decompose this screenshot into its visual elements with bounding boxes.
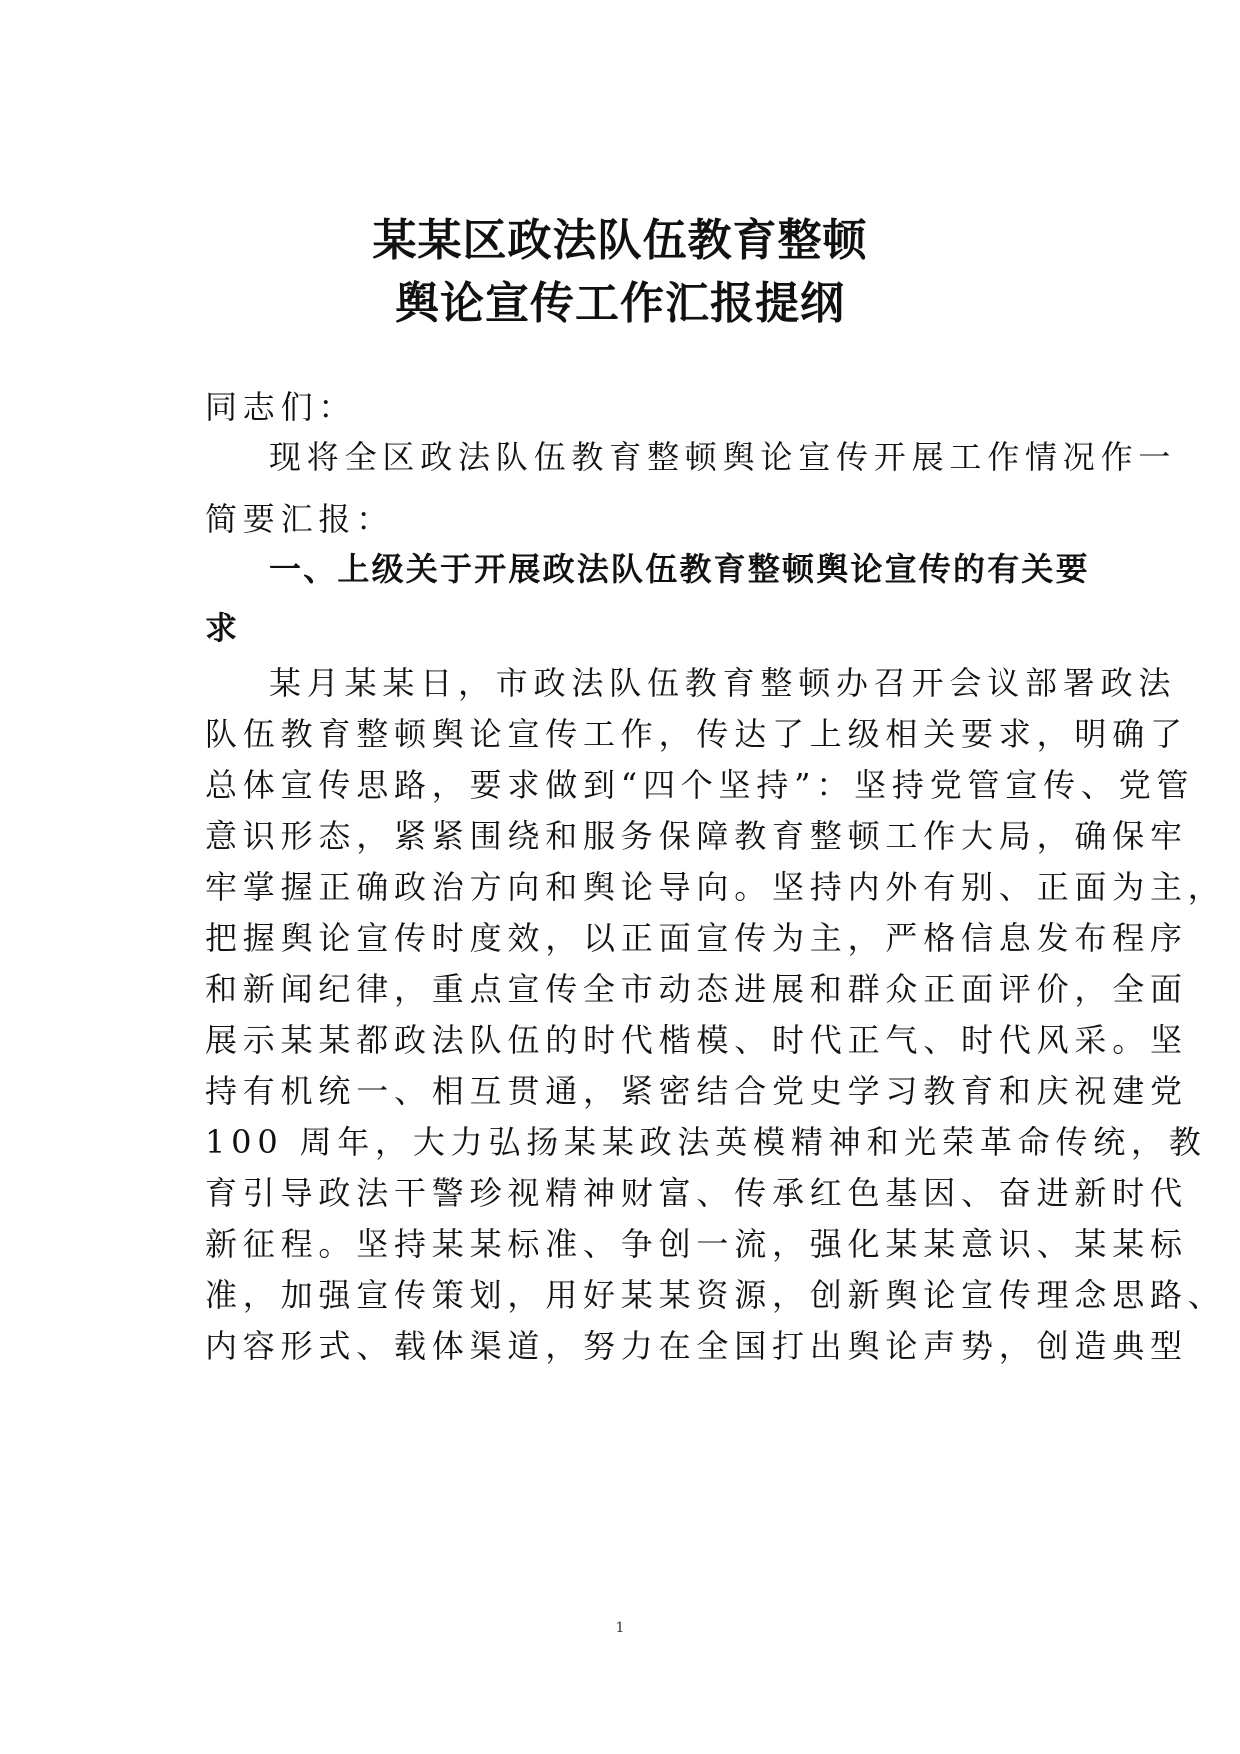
document-title-line-1: 某某区政法队伍教育整顿 (372, 215, 868, 266)
paragraph-line: 牢掌握正确政治方向和舆论导向。坚持内外有别、正面为主， (205, 868, 1226, 906)
paragraph-line: 队伍教育整顿舆论宣传工作，传达了上级相关要求，明确了 (205, 715, 1188, 753)
document-title-line-2: 舆论宣传工作汇报提纲 (395, 278, 845, 329)
paragraph-line: 把握舆论宣传时度效，以正面宣传为主，严格信息发布程序 (205, 919, 1188, 957)
section-heading-line-2: 求 (205, 609, 240, 647)
greeting: 同志们： (205, 388, 357, 426)
paragraph-line: 和新闻纪律，重点宣传全市动态进展和群众正面评价，全面 (205, 970, 1188, 1008)
paragraph-line: 育引导政法干警珍视精神财富、传承红色基因、奋进新时代 (205, 1174, 1188, 1212)
paragraph-line: 展示某某都政法队伍的时代楷模、时代正气、时代风采。坚 (205, 1021, 1188, 1059)
paragraph-line: 内容形式、载体渠道，努力在全国打出舆论声势，创造典型 (205, 1327, 1188, 1365)
paragraph-line: 新征程。坚持某某标准、争创一流，强化某某意识、某某标 (205, 1225, 1188, 1263)
paragraph-line: 总体宣传思路，要求做到“四个坚持”：坚持党管宣传、党管 (205, 766, 1195, 804)
paragraph-line: 某月某某日，市政法队伍教育整顿办召开会议部署政法 (269, 664, 1177, 702)
paragraph-line: 准，加强宣传策划，用好某某资源，创新舆论宣传理念思路、 (205, 1276, 1226, 1314)
paragraph-line: 100 周年，大力弘扬某某政法英模精神和光荣革命传统，教 (205, 1123, 1207, 1161)
body-paragraph (205, 658, 1226, 1372)
paragraph-line: 意识形态，紧紧围绕和服务保障教育整顿工作大局，确保牢 (205, 817, 1188, 855)
paragraph-line: 持有机统一、相互贯通，紧密结合党史学习教育和庆祝建党 (205, 1072, 1188, 1110)
intro-line-1: 现将全区政法队伍教育整顿舆论宣传开展工作情况作一 (269, 438, 1177, 476)
intro-line-2: 简要汇报： (205, 500, 395, 538)
page-number: 1 (615, 1620, 625, 1636)
section-heading-line-1: 一、上级关于开展政法队伍教育整顿舆论宣传的有关要 (269, 550, 1090, 588)
